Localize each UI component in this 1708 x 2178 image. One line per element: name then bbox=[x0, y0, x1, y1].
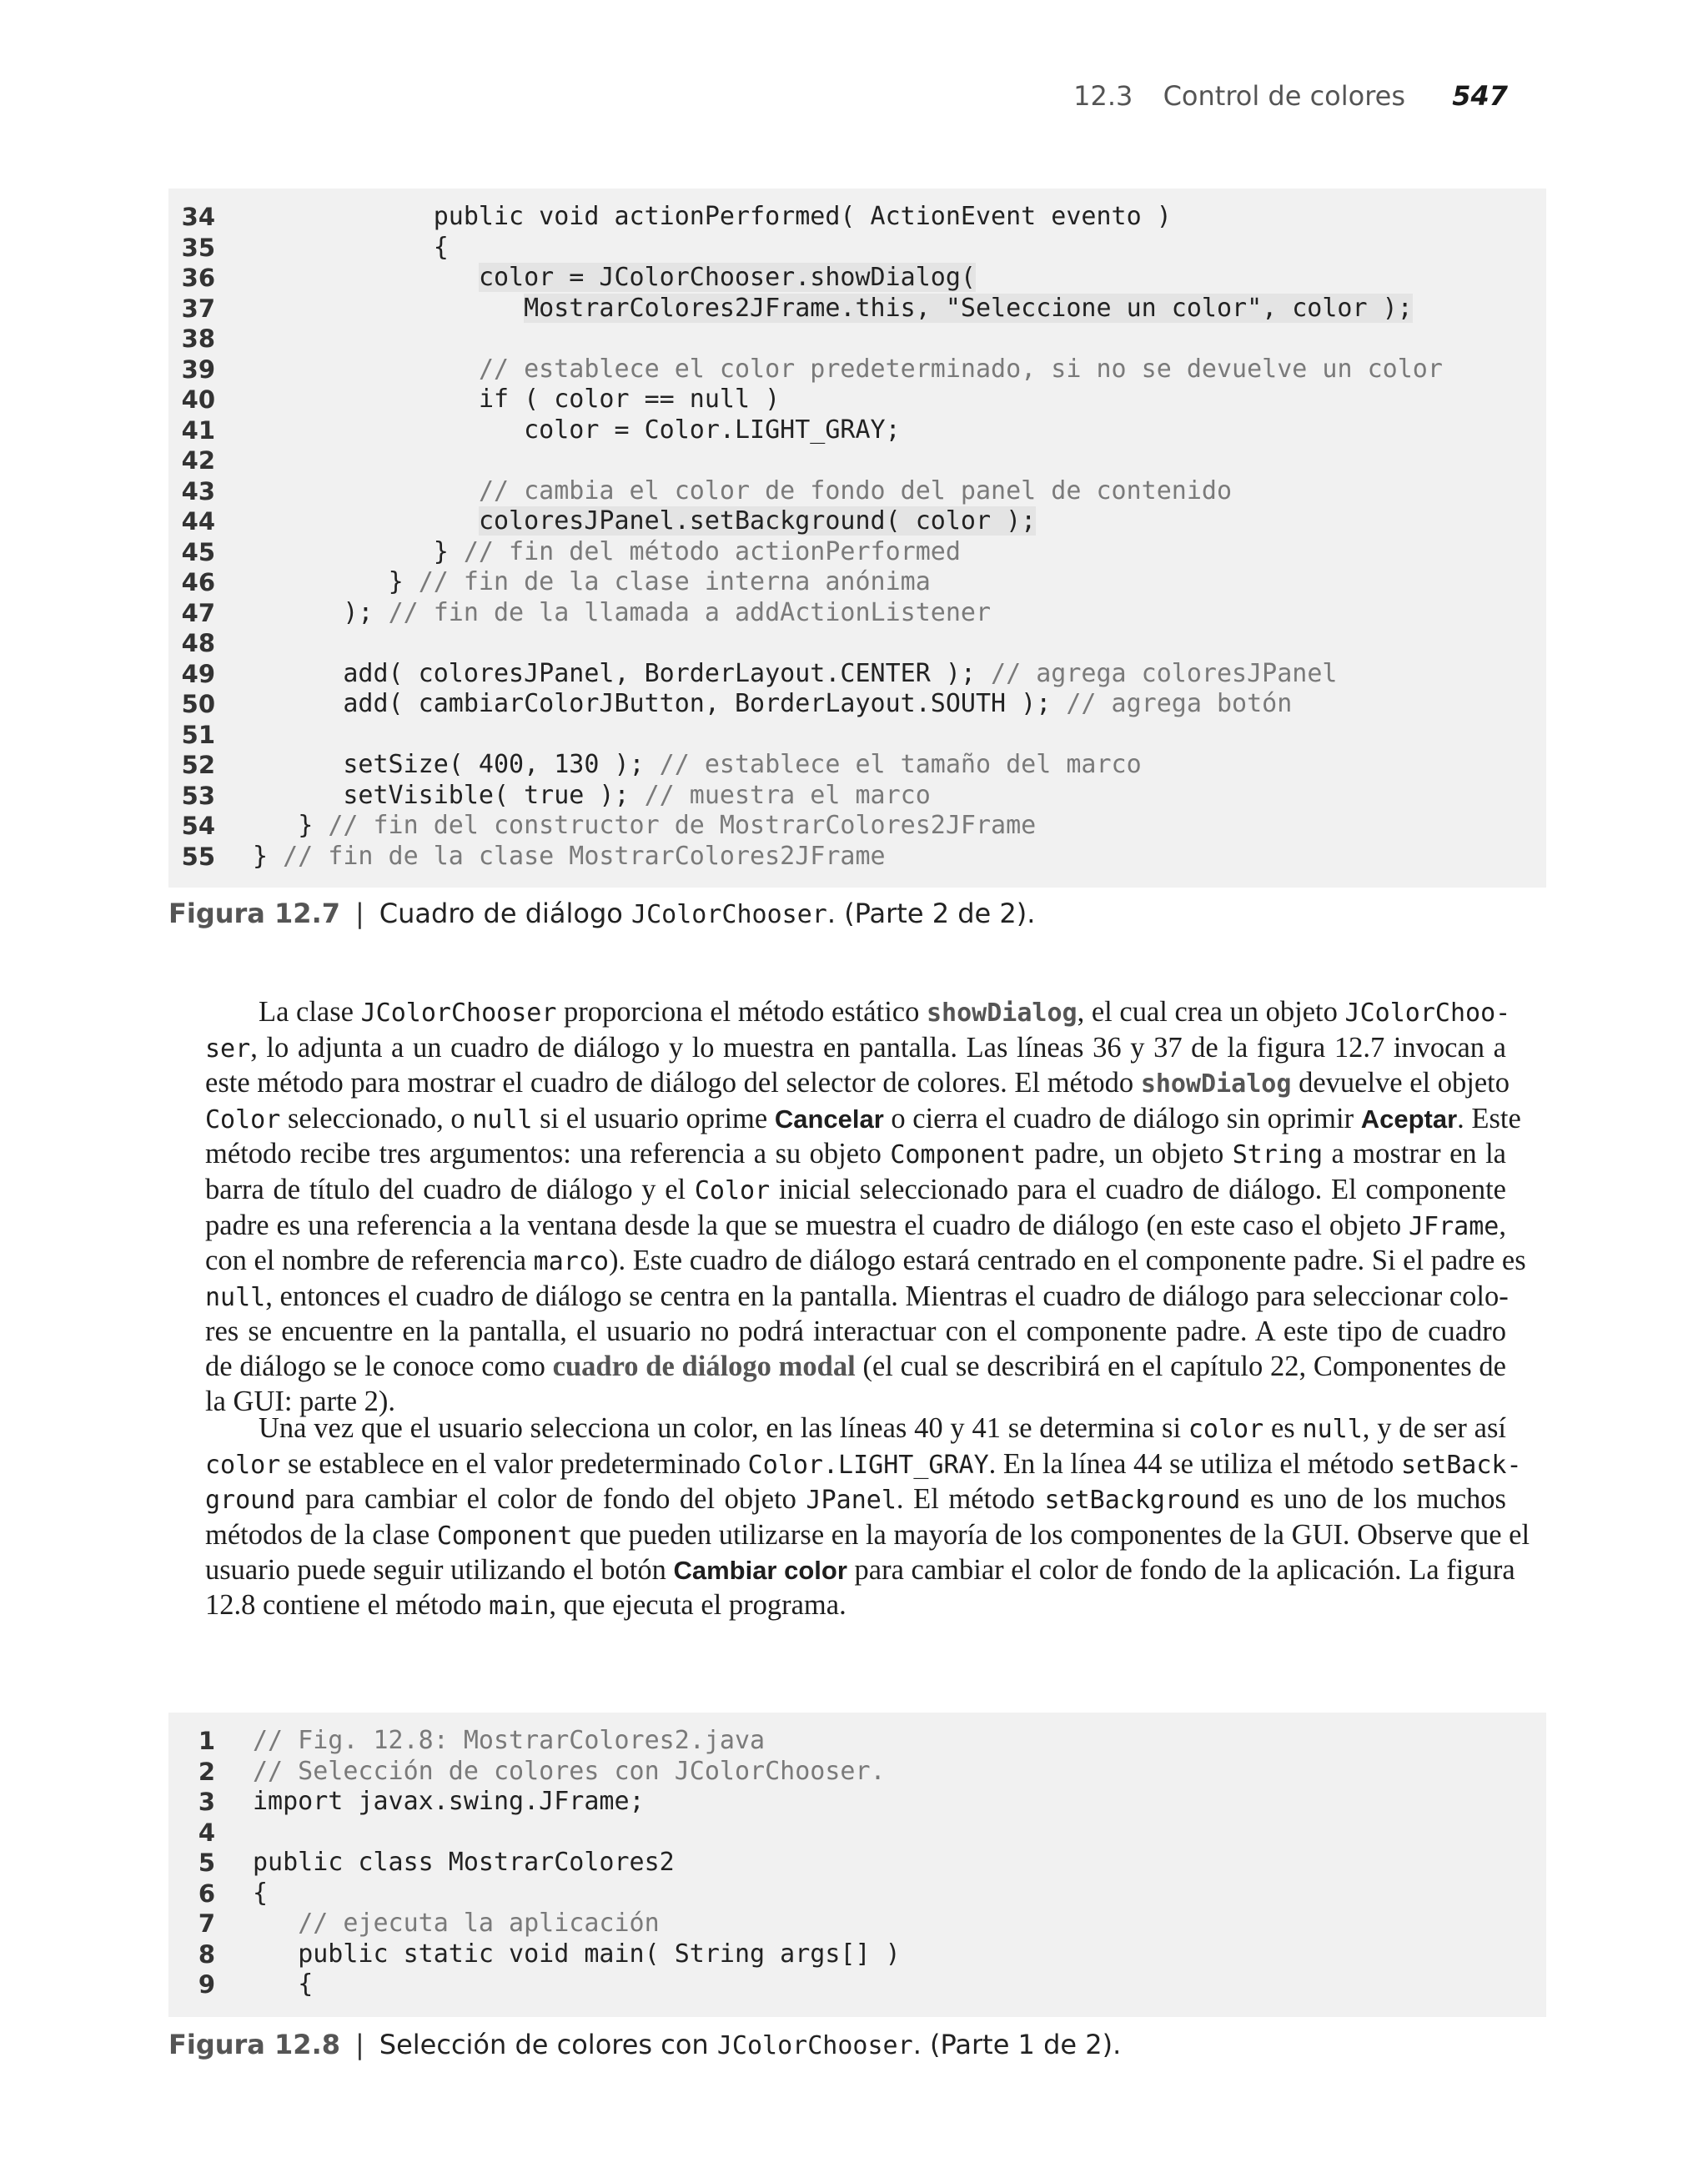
text-segment: ). Este cuadro de diálogo estará centrado en el componente padre. Si el padre es bbox=[608, 1245, 1526, 1277]
line-number: 2 bbox=[198, 1757, 215, 1786]
text-segment: , entonces el cuadro de diálogo se centra en la pantalla. Mientras el cuadro de diálogo para seleccionar colo- bbox=[265, 1280, 1509, 1312]
code-line bbox=[168, 1726, 901, 1757]
code-line bbox=[168, 811, 1443, 842]
code-text: public static void main( String args[] ) bbox=[298, 1939, 901, 1969]
line-number: 46 bbox=[181, 568, 215, 596]
line-number: 40 bbox=[181, 385, 215, 414]
text-line bbox=[205, 1102, 1521, 1138]
line-number: 8 bbox=[198, 1939, 215, 1969]
line-number: 41 bbox=[181, 415, 215, 445]
caption-separator: | bbox=[354, 2029, 364, 2060]
code-line bbox=[168, 1787, 901, 1818]
code-line bbox=[168, 598, 1443, 629]
text-segment: o cierra el cuadro de diálogo sin oprimir bbox=[883, 1102, 1361, 1134]
code-line bbox=[168, 750, 1443, 781]
text-line bbox=[205, 1447, 1522, 1483]
text-segment: ground bbox=[205, 1486, 296, 1516]
code-text: // Selección de colores con JColorChooser. bbox=[253, 1756, 886, 1786]
text-segment: null bbox=[205, 1282, 266, 1312]
text-segment: JColorChooser bbox=[360, 998, 557, 1028]
text-segment: setBackground bbox=[1044, 1486, 1241, 1516]
code-line bbox=[168, 294, 1443, 324]
line-number: 1 bbox=[198, 1727, 215, 1755]
line-number: 5 bbox=[198, 1849, 215, 1877]
text-segment: null bbox=[1302, 1415, 1363, 1444]
code-text: import javax.swing.JFrame; bbox=[253, 1787, 645, 1816]
text-segment: para cambiar el color de fondo del objeto bbox=[295, 1483, 806, 1516]
text-segment: marco bbox=[533, 1247, 609, 1277]
text-segment: setBack- bbox=[1401, 1450, 1522, 1480]
code-text: ); // fin de la llamada a addActionListener bbox=[343, 597, 992, 627]
line-number: 6 bbox=[198, 1879, 215, 1908]
text-line bbox=[205, 1350, 1506, 1385]
line-number: 49 bbox=[181, 659, 215, 688]
code-line bbox=[168, 355, 1443, 385]
text-segment: La clase bbox=[259, 996, 361, 1028]
line-number: 47 bbox=[181, 598, 215, 627]
code-text: color = Color.LIGHT_GRAY; bbox=[524, 415, 901, 445]
line-number: 35 bbox=[181, 233, 215, 262]
text-segment: este método para mostrar el cuadro de diálogo del selector de colores. El método bbox=[205, 1067, 1141, 1099]
line-number: 54 bbox=[181, 812, 215, 840]
caption-text: Selección de colores con bbox=[379, 2029, 717, 2060]
code-text: // Fig. 12.8: MostrarColores2.java bbox=[253, 1726, 766, 1755]
text-segment: showDialog bbox=[926, 998, 1078, 1028]
text-segment: . Este bbox=[1457, 1102, 1521, 1134]
line-number: 9 bbox=[198, 1970, 215, 1999]
text-segment: método recibe tres argumentos: una referencia a su objeto bbox=[205, 1138, 891, 1170]
text-line bbox=[205, 1280, 1509, 1315]
text-segment: , bbox=[1499, 1209, 1506, 1241]
text-segment: Cancelar bbox=[774, 1104, 884, 1134]
code-line bbox=[168, 781, 1443, 812]
code-line bbox=[168, 842, 1443, 873]
line-number: 45 bbox=[181, 537, 215, 566]
text-segment: padre es una referencia a la ventana desde la que se muestra el cuadro de diálogo (en este caso el objeto bbox=[205, 1209, 1409, 1241]
line-number: 36 bbox=[181, 264, 215, 292]
text-line bbox=[205, 1173, 1506, 1209]
text-segment: seleccionado, o bbox=[280, 1102, 473, 1134]
text-line bbox=[205, 995, 1511, 1031]
code-line bbox=[168, 385, 1443, 415]
section-title: Control de colores bbox=[1163, 80, 1406, 112]
code-line bbox=[168, 1848, 901, 1879]
code-listing-fig-12-8 bbox=[168, 1713, 1546, 2017]
line-number: 44 bbox=[181, 507, 215, 536]
code-text: // ejecuta la aplicación bbox=[298, 1909, 660, 1938]
text-segment: de diálogo se le conoce como bbox=[205, 1350, 553, 1382]
text-segment: Color bbox=[694, 1175, 771, 1205]
text-segment: es bbox=[1263, 1412, 1303, 1444]
figure-label: Figura 12.7 bbox=[168, 898, 340, 929]
code-text: } // fin del método actionPerformed bbox=[433, 536, 961, 566]
section-number: 12.3 bbox=[1073, 80, 1133, 112]
text-segment: ser bbox=[205, 1034, 251, 1064]
caption-text: Cuadro de diálogo bbox=[379, 898, 632, 929]
paragraph-selected-color bbox=[205, 1411, 1530, 1624]
text-segment: métodos de la clase bbox=[205, 1518, 437, 1551]
text-segment: color bbox=[1188, 1415, 1264, 1444]
code-line bbox=[168, 415, 1443, 446]
code-line bbox=[168, 1969, 901, 2000]
line-number: 48 bbox=[181, 629, 215, 657]
code-line bbox=[168, 567, 1443, 598]
code-line bbox=[168, 659, 1443, 690]
text-segment: para cambiar el color de fondo de la aplicación. La figura bbox=[846, 1554, 1515, 1587]
code-line bbox=[168, 445, 1443, 476]
text-segment: , y de ser así bbox=[1362, 1412, 1506, 1444]
text-segment: Color.LIGHT_GRAY bbox=[747, 1450, 989, 1480]
text-segment: null bbox=[472, 1104, 533, 1134]
code-text: setVisible( true ); // muestra el marco bbox=[343, 780, 931, 810]
code-text: } // fin de la clase interna anónima bbox=[388, 567, 931, 596]
text-segment: JColorChoo- bbox=[1344, 998, 1511, 1028]
figure-12-8-caption bbox=[168, 2029, 1121, 2060]
text-line bbox=[205, 1553, 1515, 1588]
text-segment: JPanel bbox=[806, 1486, 897, 1516]
code-text: { bbox=[298, 1969, 314, 1999]
text-segment: barra de título del cuadro de diálogo y el bbox=[205, 1173, 695, 1205]
code-text: add( cambiarColorJButton, BorderLayout.SOUTH ); // agrega botón bbox=[343, 689, 1293, 718]
code-text: } // fin del constructor de MostrarColores2JFrame bbox=[298, 811, 1037, 840]
code-text: coloresJPanel.setBackground( color ); bbox=[478, 506, 1037, 536]
text-segment: con el nombre de referencia bbox=[205, 1245, 534, 1277]
text-segment: devuelve el objeto bbox=[1291, 1067, 1510, 1099]
code-line bbox=[168, 1909, 901, 1939]
code-text: // cambia el color de fondo del panel de contenido bbox=[478, 475, 1233, 506]
line-number: 7 bbox=[198, 1909, 215, 1938]
line-number: 4 bbox=[198, 1818, 215, 1847]
code-lines bbox=[168, 1726, 901, 2000]
code-text: if ( color == null ) bbox=[478, 385, 781, 414]
text-segment: Cambiar color bbox=[673, 1556, 847, 1586]
text-segment: Component bbox=[890, 1140, 1026, 1170]
code-line bbox=[168, 506, 1443, 537]
text-segment: usuario puede seguir utilizando el botón bbox=[205, 1554, 674, 1587]
text-segment: JFrame bbox=[1409, 1211, 1500, 1241]
running-head bbox=[1073, 80, 1508, 112]
code-text: setSize( 400, 130 ); // establece el tamaño del marco bbox=[343, 750, 1142, 779]
text-segment: que pueden utilizarse en la mayoría de los componentes de la GUI. Observe que el bbox=[572, 1518, 1530, 1551]
text-segment: (el cual se describirá en el capítulo 22, Componentes de bbox=[855, 1350, 1506, 1382]
text-line bbox=[205, 1244, 1526, 1280]
code-text: public void actionPerformed( ActionEvent evento ) bbox=[433, 202, 1172, 231]
line-number: 50 bbox=[181, 690, 215, 718]
text-line bbox=[205, 1066, 1510, 1102]
text-segment: Una vez que el usuario selecciona un color, en las líneas 40 y 41 se determina si bbox=[259, 1412, 1188, 1444]
text-segment: 12.8 contiene el método bbox=[205, 1588, 490, 1621]
text-segment: , que ejecuta el programa. bbox=[549, 1588, 846, 1621]
text-line bbox=[205, 1588, 1506, 1624]
text-segment: padre, un objeto bbox=[1025, 1138, 1233, 1170]
figure-label: Figura 12.8 bbox=[168, 2029, 340, 2060]
text-segment: Component bbox=[436, 1521, 573, 1551]
line-number: 43 bbox=[181, 476, 215, 506]
text-segment: inicial seleccionado para el cuadro de diálogo. El componente bbox=[770, 1173, 1506, 1205]
caption-code: JColorChooser bbox=[631, 900, 827, 929]
code-text: { bbox=[433, 232, 449, 262]
line-number: 53 bbox=[181, 781, 215, 810]
text-line bbox=[205, 1031, 1506, 1067]
text-line bbox=[205, 1315, 1506, 1350]
text-segment: Color bbox=[205, 1104, 281, 1134]
line-number: 38 bbox=[181, 324, 215, 353]
code-line bbox=[168, 263, 1443, 294]
caption-code: JColorChooser bbox=[716, 2031, 913, 2060]
text-segment: res se encuentre en la pantalla, el usuario no podrá interactuar con el componente padre. A este tipo de cuadro bbox=[205, 1315, 1506, 1348]
code-line bbox=[168, 689, 1443, 720]
line-number: 52 bbox=[181, 751, 215, 779]
text-line bbox=[205, 1518, 1530, 1554]
code-text: MostrarColores2JFrame.this, "Seleccione un color", color ); bbox=[524, 293, 1413, 323]
code-text: // establece el color predeterminado, si no se devuelve un color bbox=[478, 354, 1443, 384]
page-number: 547 bbox=[1452, 80, 1508, 112]
text-segment: cuadro de diálogo modal bbox=[552, 1350, 856, 1382]
code-line bbox=[168, 1818, 901, 1849]
code-text: } // fin de la clase MostrarColores2JFrame bbox=[253, 841, 886, 871]
text-segment: . En la línea 44 se utiliza el método bbox=[988, 1447, 1402, 1480]
caption-separator: | bbox=[354, 898, 364, 929]
code-listing-fig-12-7 bbox=[168, 189, 1546, 888]
text-segment: . El método bbox=[896, 1483, 1045, 1516]
code-line bbox=[168, 476, 1443, 507]
line-number: 37 bbox=[181, 294, 215, 323]
code-line bbox=[168, 202, 1443, 233]
code-text: { bbox=[253, 1878, 269, 1908]
text-segment: , el cual crea un objeto bbox=[1077, 996, 1345, 1028]
text-segment: showDialog bbox=[1140, 1069, 1292, 1099]
caption-suffix: . (Parte 2 de 2). bbox=[826, 898, 1036, 929]
text-segment: la GUI: parte 2). bbox=[205, 1385, 395, 1417]
code-line bbox=[168, 1757, 901, 1788]
figure-12-7-caption bbox=[168, 898, 1035, 929]
code-line bbox=[168, 1879, 901, 1909]
code-line bbox=[168, 1939, 901, 1970]
text-segment: Aceptar bbox=[1360, 1104, 1458, 1134]
code-line bbox=[168, 720, 1443, 751]
code-text: add( coloresJPanel, BorderLayout.CENTER ); // agrega coloresJPanel bbox=[343, 658, 1338, 688]
text-segment: color bbox=[205, 1450, 281, 1480]
caption-suffix: . (Parte 1 de 2). bbox=[912, 2029, 1122, 2060]
line-number: 3 bbox=[198, 1788, 215, 1816]
code-line bbox=[168, 324, 1443, 355]
text-line bbox=[205, 1482, 1506, 1518]
text-segment: String bbox=[1232, 1140, 1324, 1170]
line-number: 42 bbox=[181, 446, 215, 475]
text-line bbox=[205, 1209, 1506, 1245]
line-number: 34 bbox=[181, 203, 215, 231]
paragraph-jcolorchooser bbox=[205, 995, 1526, 1419]
text-segment: main bbox=[489, 1591, 550, 1621]
line-number: 39 bbox=[181, 355, 215, 384]
text-segment: si el usuario oprime bbox=[532, 1102, 775, 1134]
code-line bbox=[168, 233, 1443, 264]
code-line bbox=[168, 628, 1443, 659]
code-text: public class MostrarColores2 bbox=[253, 1848, 675, 1877]
text-segment: , lo adjunta a un cuadro de diálogo y lo muestra en pantalla. Las líneas 36 y 37 de la figura 12.7 invocan a bbox=[250, 1031, 1506, 1064]
text-line bbox=[205, 1137, 1506, 1173]
line-number: 55 bbox=[181, 842, 215, 871]
text-segment: es uno de los muchos bbox=[1240, 1483, 1506, 1516]
text-segment: se establece en el valor predeterminado bbox=[280, 1447, 748, 1480]
text-segment: proporciona el método estático bbox=[556, 996, 927, 1028]
code-text: color = JColorChooser.showDialog( bbox=[478, 263, 976, 292]
line-number: 51 bbox=[181, 720, 215, 749]
code-lines bbox=[168, 202, 1443, 872]
code-line bbox=[168, 537, 1443, 568]
text-segment: a mostrar en la bbox=[1323, 1138, 1506, 1170]
text-line bbox=[205, 1411, 1506, 1447]
